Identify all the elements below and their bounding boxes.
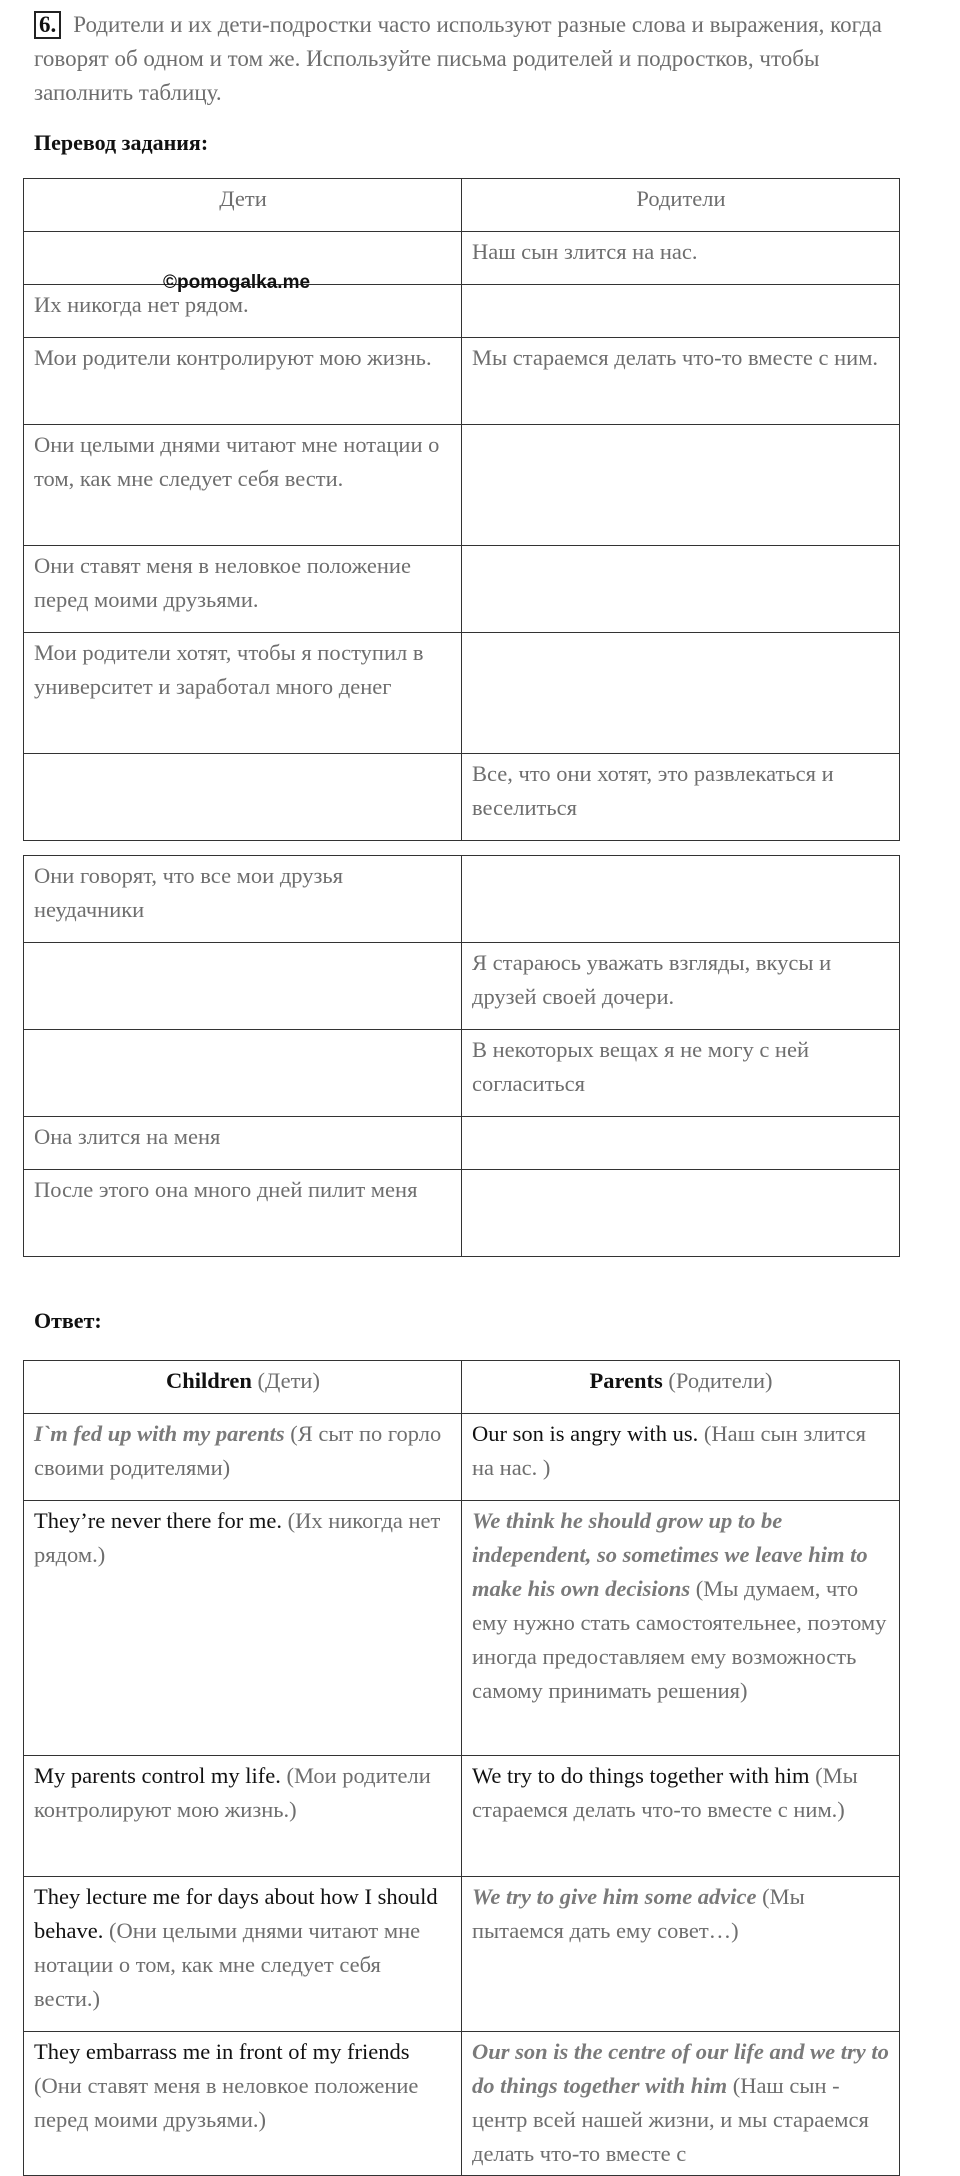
table-row — [24, 1117, 900, 1170]
parents-phrase-ru: (Наш сын злится на нас. ) — [472, 1421, 866, 1480]
children-cell: Она злится на меня — [24, 1117, 462, 1170]
parents-phrase-en: We try to do things together with him — [472, 1763, 810, 1788]
translation-heading: Перевод задания: — [34, 130, 209, 155]
table-header-row — [24, 179, 900, 232]
children-cell: Мои родители хотят, чтобы я поступил в университет и заработал много денег — [24, 633, 462, 754]
parents-cell — [462, 1170, 900, 1257]
children-phrase-ru: (Они ставят меня в неловкое положение перед моими друзьями.) — [34, 2073, 419, 2132]
children-cell: Они говорят, что все мои друзья неудачники — [24, 856, 462, 943]
watermark: ©pomogalka.me — [163, 272, 311, 293]
children-cell — [24, 943, 462, 1030]
header-parents-en: Parents — [589, 1368, 663, 1393]
task-number: 6. — [34, 11, 61, 39]
parents-phrase-ru: (Мы стараемся делать что-то вместе с ним.) — [472, 1763, 858, 1822]
children-cell — [24, 2032, 462, 2176]
translation-table-2 — [23, 855, 900, 1257]
children-cell: После этого она много дней пилит меня — [24, 1170, 462, 1257]
parents-cell: В некоторых вещах я не могу с ней согласиться — [462, 1030, 900, 1117]
children-cell: Их никогда нет рядом. — [24, 285, 462, 338]
children-phrase-key: I`m fed up with my parents — [34, 1421, 285, 1446]
parents-cell — [462, 2032, 900, 2176]
children-cell — [24, 1030, 462, 1117]
children-phrase-en: They’re never there for me. — [34, 1508, 282, 1533]
header-children-en: Children — [166, 1368, 252, 1393]
table-row — [24, 856, 900, 943]
parents-phrase-key: Our son is the centre of our life and we try to do things together with him — [472, 2039, 889, 2098]
column-header-parents — [462, 1361, 900, 1414]
parents-cell — [462, 1877, 900, 2032]
table-row — [24, 1877, 900, 2032]
children-cell — [24, 1756, 462, 1877]
parents-cell — [462, 1414, 900, 1501]
parents-cell — [462, 285, 900, 338]
table-header-row — [24, 1361, 900, 1414]
parents-cell: Все, что они хотят, это развлекаться и веселиться — [462, 754, 900, 841]
answer-heading: Ответ: — [34, 1308, 102, 1333]
column-header-children: Дети — [24, 179, 462, 232]
table-row — [24, 2032, 900, 2176]
parents-phrase-en: Our son is angry with us. — [472, 1421, 699, 1446]
parents-phrase-ru: (Мы думаем, что ему нужно стать самостоятельнее, поэтому иногда предоставляем ему возможность самому принимать решения) — [472, 1576, 887, 1703]
table-row — [24, 633, 900, 754]
table-row — [24, 1414, 900, 1501]
children-phrase-ru: (Они целыми днями читают мне нотации о том, как мне следует себя вести.) — [34, 1918, 421, 2011]
parents-cell — [462, 856, 900, 943]
children-cell: Мои родители контролируют мою жизнь. — [24, 338, 462, 425]
children-phrase-ru: (Я сыт по горло своими родителями) — [34, 1421, 442, 1480]
table-row — [24, 754, 900, 841]
task-text: Родители и их дети-подростки часто используют разные слова и выражения, когда говорят об одном и том же. Используйте письма родителей и подростков, чтобы заполнить таблицу. — [34, 12, 882, 105]
parents-cell — [462, 1501, 900, 1756]
table-row — [24, 546, 900, 633]
header-parents-ru: (Родители) — [668, 1368, 773, 1393]
children-cell — [24, 1501, 462, 1756]
children-phrase-en: My parents control my life. — [34, 1763, 281, 1788]
children-cell: Они ставят меня в неловкое положение перед моими друзьями. — [24, 546, 462, 633]
parents-cell — [462, 546, 900, 633]
parents-phrase-ru: (Мы пытаемся дать ему совет…) — [472, 1884, 805, 1943]
answer-table — [23, 1360, 900, 2176]
table-row — [24, 943, 900, 1030]
column-header-children — [24, 1361, 462, 1414]
parents-cell: Я стараюсь уважать взгляды, вкусы и друзей своей дочери. — [462, 943, 900, 1030]
children-cell: Они целыми днями читают мне нотации о том, как мне следует себя вести. — [24, 425, 462, 546]
children-phrase-ru: (Мои родители контролируют мою жизнь.) — [34, 1763, 431, 1822]
parents-phrase-key: We think he should grow up to be independent, so sometimes we leave him to make his own decisions — [472, 1508, 868, 1601]
table-row — [24, 338, 900, 425]
table-row — [24, 1501, 900, 1756]
task-statement — [34, 8, 914, 110]
translation-table-1 — [23, 178, 900, 841]
table-row — [24, 1030, 900, 1117]
table-row — [24, 232, 900, 285]
children-cell — [24, 1414, 462, 1501]
children-phrase-ru: (Их никогда нет рядом.) — [34, 1508, 441, 1567]
column-header-parents: Родители — [462, 179, 900, 232]
children-cell — [24, 754, 462, 841]
table-row — [24, 425, 900, 546]
table-row — [24, 1756, 900, 1877]
table-row — [24, 285, 900, 338]
parents-cell — [462, 1117, 900, 1170]
children-cell — [24, 1877, 462, 2032]
children-phrase-en: They lecture me for days about how I should behave. — [34, 1884, 438, 1943]
parents-cell: Наш сын злится на нас. — [462, 232, 900, 285]
children-phrase-en: They embarrass me in front of my friends — [34, 2039, 410, 2064]
parents-phrase-ru: (Наш сын - центр всей нашей жизни, и мы стараемся делать что-то вместе с — [472, 2073, 869, 2166]
parents-cell — [462, 633, 900, 754]
parents-cell — [462, 1756, 900, 1877]
parents-cell: Мы стараемся делать что-то вместе с ним. — [462, 338, 900, 425]
parents-phrase-key: We try to give him some advice — [472, 1884, 757, 1909]
header-children-ru: (Дети) — [257, 1368, 320, 1393]
parents-cell — [462, 425, 900, 546]
table-row — [24, 1170, 900, 1257]
